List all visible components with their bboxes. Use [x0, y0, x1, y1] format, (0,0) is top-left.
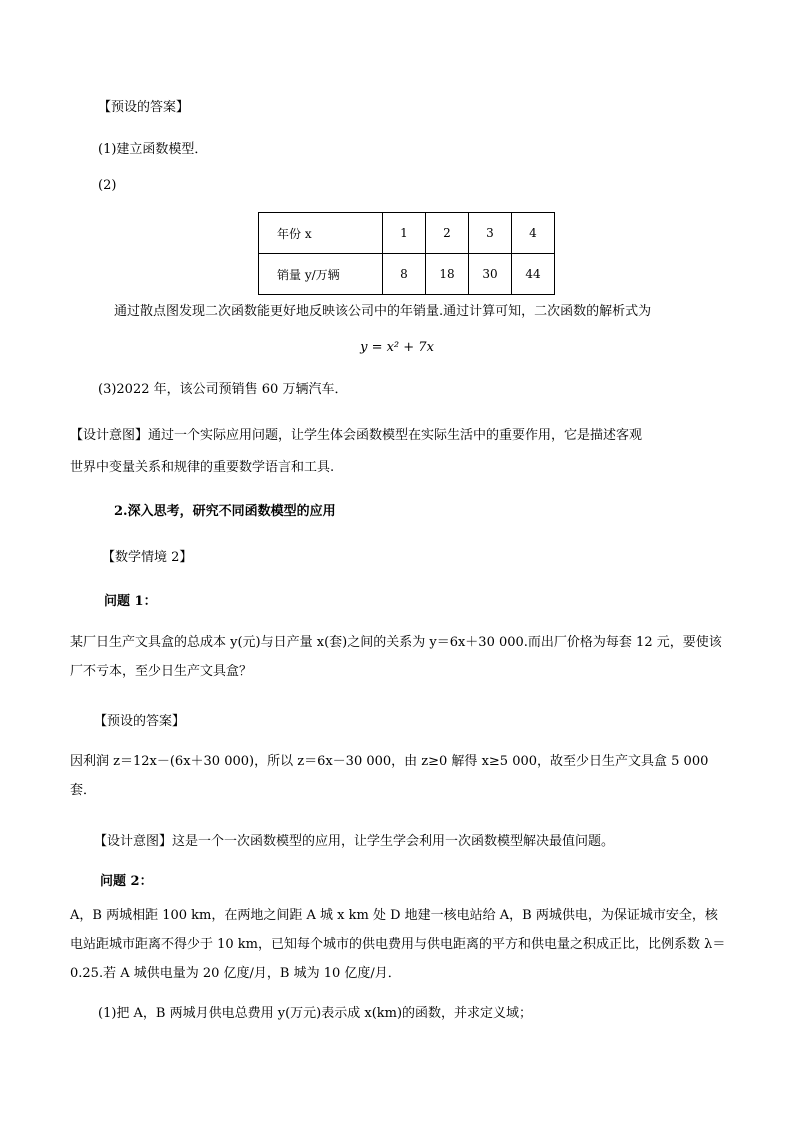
- table-row-years: [259, 213, 555, 254]
- question-1-answer: 因利润 z＝12x－(6x＋30 000)，所以 z＝6x－30 000，由 z≥0 解得 x≥5 000，故至少日生产文具盒 5 000 套．: [70, 754, 709, 798]
- answer-item-1: (1)建立函数模型．: [98, 142, 208, 157]
- design-intent-line-2: 世界中变量关系和规律的重要数学语言和工具.: [70, 460, 335, 475]
- question-2-sub-1: (1)把 A，B 两城月供电总费用 y(万元)表示成 x(km)的函数，并求定义域；: [98, 1006, 533, 1021]
- answer-item-2: (2): [98, 178, 117, 193]
- table-cell: 2: [426, 213, 469, 254]
- math-situation-heading: 【数学情境 2】: [102, 550, 193, 565]
- answer-heading: 【预设的答案】: [98, 100, 190, 115]
- table-cell: 3: [469, 213, 512, 254]
- table-cell: 4: [512, 213, 555, 254]
- section-title: 2.深入思考，研究不同函数模型的应用: [114, 504, 336, 519]
- design-intent-line-1: 【设计意图】通过一个实际应用问题，让学生体会函数模型在实际生活中的重要作用，它是描述客观: [70, 428, 643, 443]
- question-1-text: 某厂日生产文具盒的总成本 y(元)与日产量 x(套)之间的关系为 y＝6x＋30 000.而出厂价格为每套 12 元，要使该厂不亏本，至少日生产文具盒？: [70, 635, 722, 679]
- answer-item-3: (3)2022 年，该公司预销售 60 万辆汽车．: [98, 382, 348, 397]
- formula: y = x² + 7x: [360, 340, 434, 355]
- sales-table: [258, 212, 555, 295]
- question-1-answer-heading: 【预设的答案】: [94, 714, 186, 729]
- question-1-design-intent: 【设计意图】这是一个一次函数模型的应用，让学生学会利用一次函数模型解决最值问题。: [94, 834, 615, 849]
- question-1-label: 问题 1：: [104, 594, 157, 609]
- scatter-note: 通过散点图发现二次函数能更好地反映该公司中的年销量.通过计算可知，二次函数的解析式为: [114, 304, 652, 319]
- question-2-text: A，B 两城相距 100 km，在两地之间距 A 城 x km 处 D 地建一核电站给 A，B 两城供电，为保证城市安全，核电站距城市距离不得少于 10 km，已知每个城市的供电费用与供电距离的平方和供电量之积成正比，比例系数 λ＝0.25.若 A 城供电量为 20 亿度/月，B 城为 10 亿度/月．: [70, 908, 726, 981]
- table-header-year: 年份 x: [259, 213, 383, 254]
- table-cell: 8: [383, 254, 426, 295]
- table-cell: 18: [426, 254, 469, 295]
- table-cell: 44: [512, 254, 555, 295]
- table-row-sales: [259, 254, 555, 295]
- table-cell: 1: [383, 213, 426, 254]
- table-cell: 30: [469, 254, 512, 295]
- table-header-sales: 销量 y/万辆: [259, 254, 383, 295]
- question-2-label: 问题 2：: [100, 874, 153, 889]
